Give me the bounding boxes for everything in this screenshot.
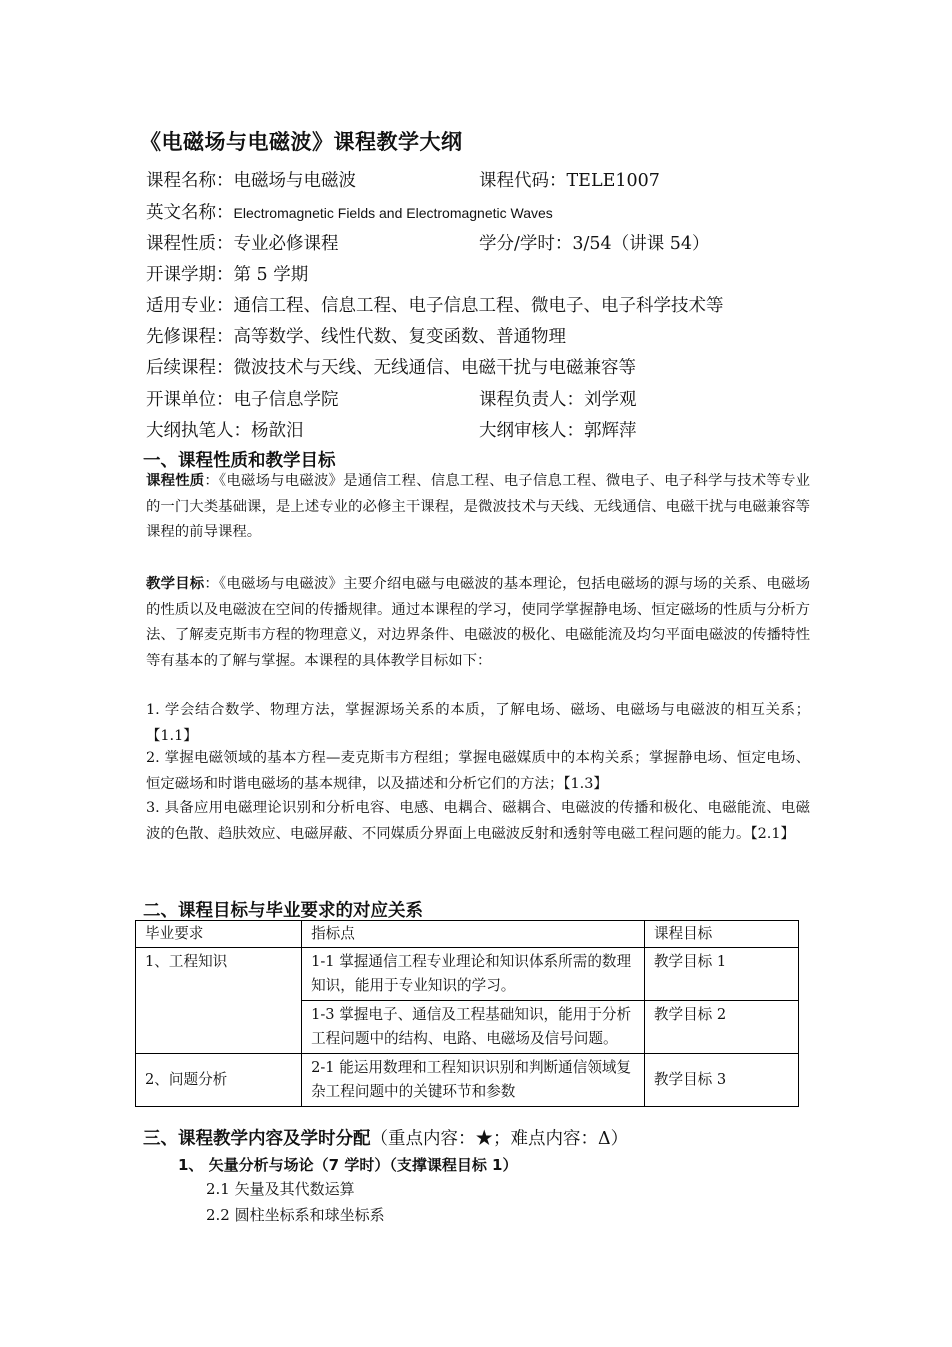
section2-heading: 二、课程目标与毕业要求的对应关系: [143, 901, 423, 921]
course-credits: 学分/学时：3/54（讲课 54）: [479, 234, 710, 254]
english-name: Electromagnetic Fields and Electromagnetic Waves: [233, 205, 553, 221]
offering-unit: 开课单位：电子信息学院: [146, 390, 339, 410]
syllabus-author: 大纲执笔人：杨歆汨: [146, 421, 304, 441]
goal-item-3: 3. 具备应用电磁理论识别和分析电容、电感、电耦合、磁耦合、电磁波的传播和极化、电磁能流、电磁波的色散、趋肤效应、电磁屏蔽、不同媒质分界面上电磁波反射和透射等电磁工程问题的能力。【2.1】: [146, 800, 810, 842]
teaching-goal-text: ：《电磁场与电磁波》主要介绍电磁与电磁波的基本理论，包括电磁场的源与场的关系、电磁场的性质以及电磁波在空间的传播规律。通过本课程的学习，使同学掌握静电场、恒定磁场的性质与分析方法、了解麦克斯韦方程的物理意义，对边界条件、电磁波的极化、电磁能流及均匀平面电磁波的传播特性等有基本的了解与掌握。本课程的具体教学目标如下：: [146, 576, 810, 669]
teaching-goal-label: 教学目标: [146, 576, 205, 592]
table-cell-indicator: 1-1 掌握通信工程专业理论和知识体系所需的数理知识，能用于专业知识的学习。: [302, 948, 645, 1001]
course-name: 课程名称：电磁场与电磁波: [146, 171, 356, 191]
follow-up-courses: 后续课程：微波技术与天线、无线通信、电磁干扰与电磁兼容等: [146, 358, 636, 378]
table-header-row: [136, 921, 799, 948]
course-type: 课程性质：专业必修课程: [146, 234, 339, 254]
course-nature-label: 课程性质: [146, 473, 205, 489]
table-cell-goal: 教学目标 1: [644, 948, 798, 1001]
table-cell-indicator: 2-1 能运用数理和工程知识识别和判断通信领域复杂工程问题中的关键环节和参数: [302, 1054, 645, 1107]
course-code: 课程代码：TELE1007: [479, 171, 660, 191]
prerequisite-courses: 先修课程：高等数学、线性代数、复变函数、普通物理: [146, 327, 566, 347]
table-cell-requirement: 2、问题分析: [136, 1054, 302, 1107]
chapter1-heading: 1、 矢量分析与场论（7 学时）（支撑课程目标 1）: [178, 1156, 518, 1174]
course-owner: 课程负责人：刘学观: [479, 390, 637, 410]
table-cell-requirement: 1、工程知识: [136, 948, 302, 1054]
requirements-table: [135, 920, 799, 1107]
table-row: [136, 1054, 799, 1107]
table-header-cell: 毕业要求: [136, 921, 302, 948]
table-header-cell: 指标点: [302, 921, 645, 948]
table-row: [136, 948, 799, 1001]
chapter-item: 2.1 矢量及其代数运算: [206, 1180, 355, 1198]
table-cell-goal: 教学目标 2: [644, 1001, 798, 1054]
english-name-label: 英文名称：: [146, 203, 234, 223]
section1-heading: 一、课程性质和教学目标: [143, 451, 336, 471]
course-nature-paragraph: [146, 469, 810, 546]
document-title: 《电磁场与电磁波》课程教学大纲: [140, 130, 463, 154]
section3-note: （重点内容：★；难点内容：Δ）: [370, 1129, 629, 1149]
section3-heading: 三、课程教学内容及学时分配: [143, 1129, 371, 1149]
section3-heading-row: [143, 1125, 628, 1150]
teaching-goal-paragraph: [146, 572, 810, 674]
goal-item-2: 2. 掌握电磁领域的基本方程—麦克斯韦方程组；掌握电磁媒质中的本构关系；掌握静电场、恒定电场、恒定磁场和时谐电磁场的基本规律，以及描述和分析它们的方法；【1.3】: [146, 750, 810, 792]
goal-item-1: 1. 学会结合数学、物理方法，掌握源场关系的本质，了解电场、磁场、电磁场与电磁波的相互关系；【1.1】: [146, 702, 810, 744]
course-semester: 开课学期：第 5 学期: [146, 265, 309, 285]
chapter-item: 2.2 圆柱坐标系和球坐标系: [206, 1206, 385, 1224]
syllabus-reviewer: 大纲审核人：郭辉萍: [479, 421, 637, 441]
table-header-cell: 课程目标: [644, 921, 798, 948]
applicable-majors: 适用专业：通信工程、信息工程、电子信息工程、微电子、电子科学技术等: [146, 296, 724, 316]
table-cell-indicator: 1-3 掌握电子、通信及工程基础知识，能用于分析工程问题中的结构、电路、电磁场及信号问题。: [302, 1001, 645, 1054]
table-cell-goal: 教学目标 3: [644, 1054, 798, 1107]
english-name-row: [146, 202, 553, 224]
course-nature-text: ：《电磁场与电磁波》是通信工程、信息工程、电子信息工程、微电子、电子科学与技术等专业的一门大类基础课，是上述专业的必修主干课程，是微波技术与天线、无线通信、电磁干扰与电磁兼容等课程的前导课程。: [146, 473, 810, 540]
